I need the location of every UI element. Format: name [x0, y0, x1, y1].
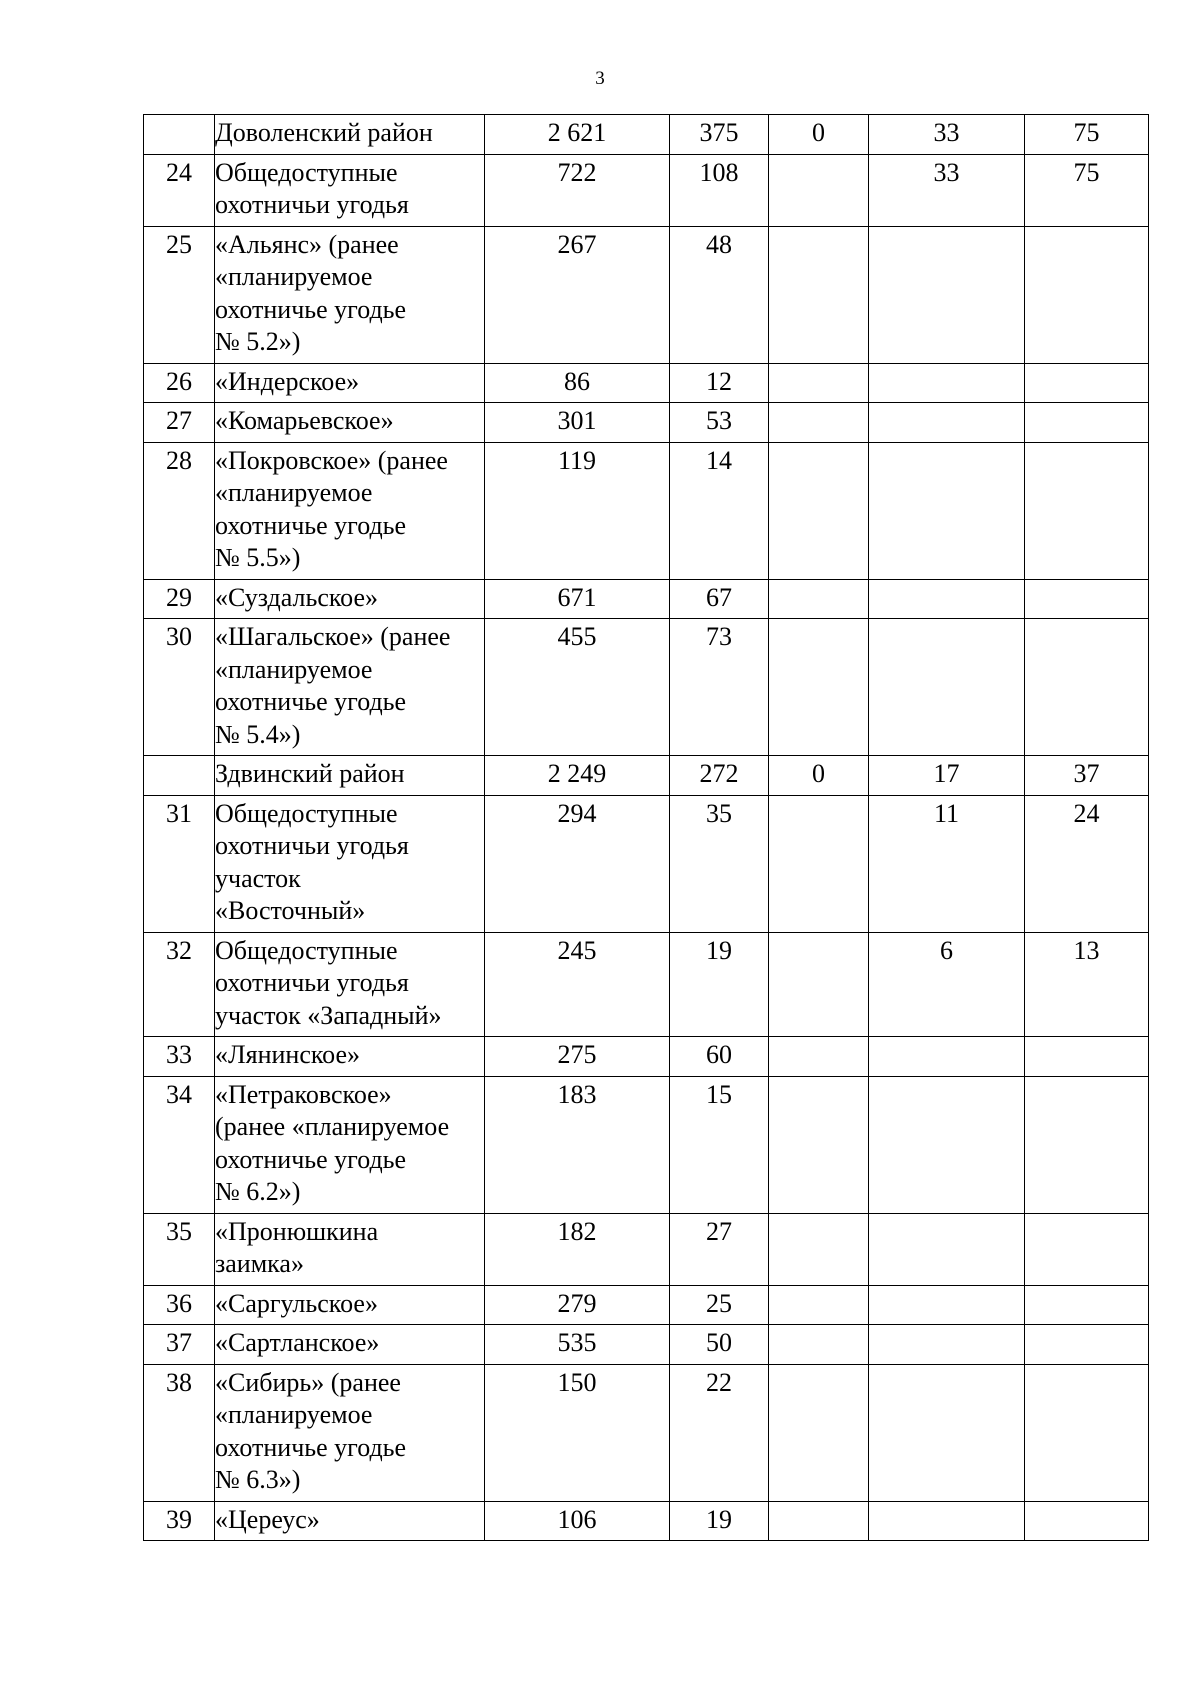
row-name-line: «планируемое [215, 1400, 373, 1429]
row-name [215, 579, 485, 619]
row-name-line: участок [215, 863, 301, 893]
row-name-line: № 5.5») [215, 543, 301, 572]
row-name [215, 1501, 485, 1541]
row-number: 30 [144, 619, 215, 756]
cell-col-1: 106 [485, 1501, 670, 1541]
cell-col-3 [769, 1325, 869, 1365]
cell-col-5 [1025, 363, 1149, 403]
table-row [144, 115, 1149, 155]
row-number: 25 [144, 226, 215, 363]
cell-col-1: 2 249 [485, 756, 670, 796]
table-row [144, 403, 1149, 443]
cell-col-3: 0 [769, 115, 869, 155]
cell-col-5 [1025, 1213, 1149, 1285]
cell-col-1: 267 [485, 226, 670, 363]
cell-col-1: 671 [485, 579, 670, 619]
cell-col-3 [769, 1501, 869, 1541]
cell-col-4 [869, 1501, 1025, 1541]
row-name-line: № 5.4») [215, 719, 301, 749]
row-number: 39 [144, 1501, 215, 1541]
row-name [215, 154, 485, 226]
table-row [144, 1285, 1149, 1325]
row-number: 32 [144, 932, 215, 1037]
cell-col-5 [1025, 1285, 1149, 1325]
table-row [144, 1076, 1149, 1213]
cell-col-5: 24 [1025, 795, 1149, 932]
row-name-line: охотничьи угодья [215, 831, 409, 860]
row-name-line: Общедоступные [215, 935, 398, 965]
row-name-line: охотничье угодье [215, 687, 407, 716]
row-name-line: «Пронюшкина [215, 1216, 379, 1246]
row-number [144, 115, 215, 155]
cell-col-1: 2 621 [485, 115, 670, 155]
row-name-line: «планируемое [215, 478, 373, 507]
row-name [215, 442, 485, 579]
row-name-line: заимка» [215, 1249, 304, 1278]
cell-col-3 [769, 154, 869, 226]
row-name-line: «Сибирь» (ранее [215, 1367, 401, 1397]
row-number: 29 [144, 579, 215, 619]
cell-col-2: 272 [670, 756, 769, 796]
cell-col-5 [1025, 619, 1149, 756]
cell-col-2: 22 [670, 1364, 769, 1501]
cell-col-4 [869, 403, 1025, 443]
cell-col-1: 182 [485, 1213, 670, 1285]
cell-col-1: 245 [485, 932, 670, 1037]
cell-col-3 [769, 1037, 869, 1077]
cell-col-2: 19 [670, 1501, 769, 1541]
row-number [144, 756, 215, 796]
cell-col-5 [1025, 1037, 1149, 1077]
row-name-line: «Шагальское» (ранее [215, 622, 451, 651]
cell-col-2: 25 [670, 1285, 769, 1325]
cell-col-3 [769, 795, 869, 932]
cell-col-3 [769, 226, 869, 363]
cell-col-4 [869, 442, 1025, 579]
row-name [215, 1037, 485, 1077]
row-name-line: «Восточный» [215, 896, 366, 925]
table-row [144, 756, 1149, 796]
row-name [215, 1076, 485, 1213]
cell-col-2: 50 [670, 1325, 769, 1365]
cell-col-3 [769, 1285, 869, 1325]
cell-col-1: 301 [485, 403, 670, 443]
row-number: 34 [144, 1076, 215, 1213]
cell-col-1: 119 [485, 442, 670, 579]
cell-col-1: 183 [485, 1076, 670, 1213]
row-name-line: охотничьи угодья [215, 968, 409, 997]
row-name-line: «Индерское» [215, 366, 360, 396]
row-name [215, 619, 485, 756]
row-name-line: «Альянс» (ранее [215, 229, 399, 259]
row-name-line: «планируемое [215, 262, 373, 291]
cell-col-5: 75 [1025, 115, 1149, 155]
row-number: 35 [144, 1213, 215, 1285]
row-number: 37 [144, 1325, 215, 1365]
cell-col-2: 19 [670, 932, 769, 1037]
row-name [215, 363, 485, 403]
cell-col-2: 27 [670, 1213, 769, 1285]
cell-col-4: 17 [869, 756, 1025, 796]
table-row [144, 1501, 1149, 1541]
cell-col-3 [769, 619, 869, 756]
cell-col-4: 6 [869, 932, 1025, 1037]
row-number: 36 [144, 1285, 215, 1325]
cell-col-2: 375 [670, 115, 769, 155]
cell-col-5 [1025, 1501, 1149, 1541]
cell-col-4: 33 [869, 154, 1025, 226]
cell-col-4 [869, 619, 1025, 756]
row-name [215, 1364, 485, 1501]
table-row [144, 932, 1149, 1037]
row-name-line: № 6.2») [215, 1177, 301, 1206]
cell-col-5: 37 [1025, 756, 1149, 796]
row-name-line: «Цереус» [215, 1504, 320, 1534]
cell-col-4: 11 [869, 795, 1025, 932]
cell-col-2: 67 [670, 579, 769, 619]
cell-col-3 [769, 1364, 869, 1501]
table-row [144, 1213, 1149, 1285]
cell-col-1: 279 [485, 1285, 670, 1325]
table-body [144, 115, 1149, 1541]
row-name-line: охотничье угодье [215, 1432, 407, 1462]
row-name [215, 115, 485, 155]
cell-col-2: 73 [670, 619, 769, 756]
row-name-line: «Петраковское» [215, 1079, 392, 1109]
cell-col-5 [1025, 403, 1149, 443]
cell-col-4 [869, 1285, 1025, 1325]
row-name-line: охотничье угодье [215, 510, 407, 540]
cell-col-4 [869, 363, 1025, 403]
row-name-line: Общедоступные [215, 798, 398, 828]
cell-col-1: 455 [485, 619, 670, 756]
row-name-line: «Сартланское» [215, 1328, 380, 1357]
row-name-line: «планируемое [215, 654, 373, 684]
cell-col-4 [869, 1076, 1025, 1213]
table-row [144, 795, 1149, 932]
cell-col-3 [769, 1076, 869, 1213]
row-name [215, 756, 485, 796]
cell-col-1: 275 [485, 1037, 670, 1077]
row-number: 26 [144, 363, 215, 403]
cell-col-2: 53 [670, 403, 769, 443]
cell-col-2: 14 [670, 442, 769, 579]
row-name-line: участок «Западный» [215, 1000, 442, 1030]
cell-col-5 [1025, 442, 1149, 579]
row-name-line: «Лянинское» [215, 1040, 361, 1069]
cell-col-2: 60 [670, 1037, 769, 1077]
cell-col-3 [769, 579, 869, 619]
row-name [215, 226, 485, 363]
cell-col-5: 13 [1025, 932, 1149, 1037]
cell-col-2: 48 [670, 226, 769, 363]
cell-col-2: 12 [670, 363, 769, 403]
cell-col-4 [869, 1037, 1025, 1077]
row-number: 38 [144, 1364, 215, 1501]
cell-col-3 [769, 403, 869, 443]
row-number: 31 [144, 795, 215, 932]
cell-col-5 [1025, 226, 1149, 363]
row-name-line: (ранее «планируемое [215, 1112, 450, 1141]
cell-col-3 [769, 932, 869, 1037]
row-name-line: охотничье угодье [215, 1144, 407, 1174]
table-row [144, 579, 1149, 619]
table-row [144, 619, 1149, 756]
table-row [144, 226, 1149, 363]
cell-col-5 [1025, 1364, 1149, 1501]
cell-col-4 [869, 1213, 1025, 1285]
hunting-grounds-table [143, 114, 1149, 1541]
row-name-line: «Саргульское» [215, 1288, 378, 1318]
row-number: 33 [144, 1037, 215, 1077]
cell-col-4 [869, 1364, 1025, 1501]
page-number: 3 [595, 68, 605, 89]
cell-col-4 [869, 579, 1025, 619]
cell-col-2: 35 [670, 795, 769, 932]
cell-col-5 [1025, 579, 1149, 619]
cell-col-5 [1025, 1076, 1149, 1213]
row-name-line: «Покровское» (ранее [215, 445, 448, 475]
row-name-line: охотничье угодье [215, 294, 407, 324]
row-name-line: Здвинский район [215, 759, 405, 788]
table-row [144, 442, 1149, 579]
table-row [144, 1037, 1149, 1077]
row-name-line: охотничьи угодья [215, 190, 409, 219]
table-row [144, 1325, 1149, 1365]
cell-col-1: 294 [485, 795, 670, 932]
row-name [215, 403, 485, 443]
cell-col-5: 75 [1025, 154, 1149, 226]
row-name-line: «Суздальское» [215, 582, 379, 612]
row-name [215, 932, 485, 1037]
row-name-line: Доволенский район [215, 118, 433, 147]
cell-col-1: 86 [485, 363, 670, 403]
row-name [215, 1325, 485, 1365]
cell-col-4 [869, 226, 1025, 363]
cell-col-2: 108 [670, 154, 769, 226]
row-number: 27 [144, 403, 215, 443]
table-row [144, 1364, 1149, 1501]
table-row [144, 363, 1149, 403]
cell-col-1: 150 [485, 1364, 670, 1501]
cell-col-3 [769, 442, 869, 579]
row-number: 28 [144, 442, 215, 579]
cell-col-4 [869, 1325, 1025, 1365]
row-number: 24 [144, 154, 215, 226]
row-name-line: «Комарьевское» [215, 406, 394, 435]
row-name [215, 1213, 485, 1285]
row-name-line: № 6.3») [215, 1465, 301, 1494]
row-name [215, 795, 485, 932]
table-row [144, 154, 1149, 226]
cell-col-3 [769, 1213, 869, 1285]
cell-col-5 [1025, 1325, 1149, 1365]
cell-col-2: 15 [670, 1076, 769, 1213]
row-name-line: № 5.2») [215, 327, 301, 356]
cell-col-3 [769, 363, 869, 403]
cell-col-1: 722 [485, 154, 670, 226]
row-name-line: Общедоступные [215, 157, 398, 187]
row-name [215, 1285, 485, 1325]
cell-col-1: 535 [485, 1325, 670, 1365]
cell-col-3: 0 [769, 756, 869, 796]
cell-col-4: 33 [869, 115, 1025, 155]
